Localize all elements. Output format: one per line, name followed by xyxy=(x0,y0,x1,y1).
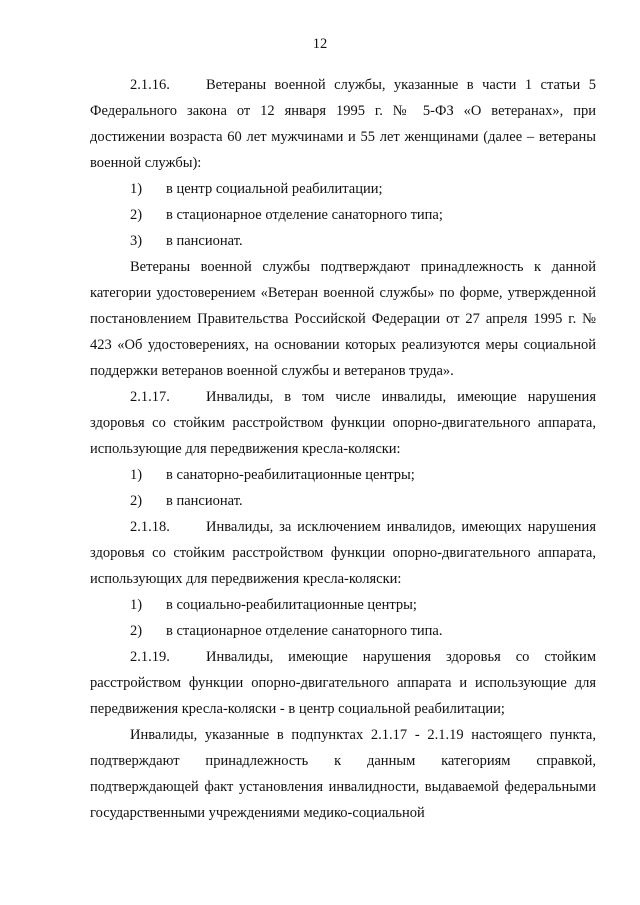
clause-number: 2.1.18. xyxy=(130,519,170,535)
list-item-text: в стационарное отделение санаторного типа. xyxy=(166,623,443,639)
list-item-number: 1) xyxy=(130,467,143,483)
list-item-number: 1) xyxy=(130,597,143,613)
clause-2-1-17 xyxy=(90,384,596,462)
list-item-number: 1) xyxy=(130,181,143,197)
clause-2-1-19 xyxy=(90,644,596,722)
clause-text: Ветераны военной службы, указанные в части 1 статьи 5 Федерального закона от 12 января 1995 г. № 5-ФЗ «О ветеранах», при достижении возраста 60 лет мужчинами и 55 лет женщинами (далее – ветераны военной службы): xyxy=(90,77,596,171)
list-item-text: в пансионат. xyxy=(166,233,243,249)
clause-text: Инвалиды, в том числе инвалиды, имеющие нарушения здоровья со стойким расстройством функции опорно-двигательного аппарата, использующие для передвижения кресла-коляски: xyxy=(90,389,596,457)
list-item xyxy=(90,176,596,202)
clause-number: 2.1.19. xyxy=(130,649,170,665)
document-body xyxy=(90,72,596,826)
clause-number: 2.1.17. xyxy=(130,389,170,405)
clause-text: Инвалиды, за исключением инвалидов, имеющих нарушения здоровья со стойким расстройством функции опорно-двигательного аппарата, использующих для передвижения кресла-коляски: xyxy=(90,519,596,587)
clause-2-1-16 xyxy=(90,72,596,176)
list-item xyxy=(90,462,596,488)
list-item-text: в социально-реабилитационные центры; xyxy=(166,597,417,613)
list-item-text: в санаторно-реабилитационные центры; xyxy=(166,467,415,483)
list-item xyxy=(90,488,596,514)
list-item-number: 2) xyxy=(130,623,143,639)
paragraph-disability-certificate: Инвалиды, указанные в подпунктах 2.1.17 - 2.1.19 настоящего пункта, подтверждают принадлежность к данным категориям справкой, подтверждающей факт установления инвалидности, выдаваемой федеральными государственными учреждениями медико-социальной xyxy=(90,727,596,821)
list-item-text: в пансионат. xyxy=(166,493,243,509)
list-item-number: 3) xyxy=(130,233,143,249)
clause-2-1-18 xyxy=(90,514,596,592)
list-item-text: в центр социальной реабилитации; xyxy=(166,181,383,197)
clause-number: 2.1.16. xyxy=(130,77,170,93)
list-item xyxy=(90,618,596,644)
clause-text: Инвалиды, имеющие нарушения здоровья со стойким расстройством функции опорно-двигательного аппарата и использующие для передвижения кресла-коляски - в центр социальной реабилитации; xyxy=(90,649,596,717)
list-item xyxy=(90,202,596,228)
list-item xyxy=(90,592,596,618)
list-item-number: 2) xyxy=(130,207,143,223)
list-item-number: 2) xyxy=(130,493,143,509)
paragraph-veterans-certificate: Ветераны военной службы подтверждают принадлежность к данной категории удостоверением «Ветеран военной службы» по форме, утвержденной постановлением Правительства Российской Федерации от 27 апреля 1995 г. № 423 «Об удостоверениях, на основании которых реализуются меры социальной поддержки ветеранов военной службы и ветеранов труда». xyxy=(90,259,596,379)
list-item-text: в стационарное отделение санаторного типа; xyxy=(166,207,443,223)
list-item xyxy=(90,228,596,254)
page-number: 12 xyxy=(312,36,328,52)
